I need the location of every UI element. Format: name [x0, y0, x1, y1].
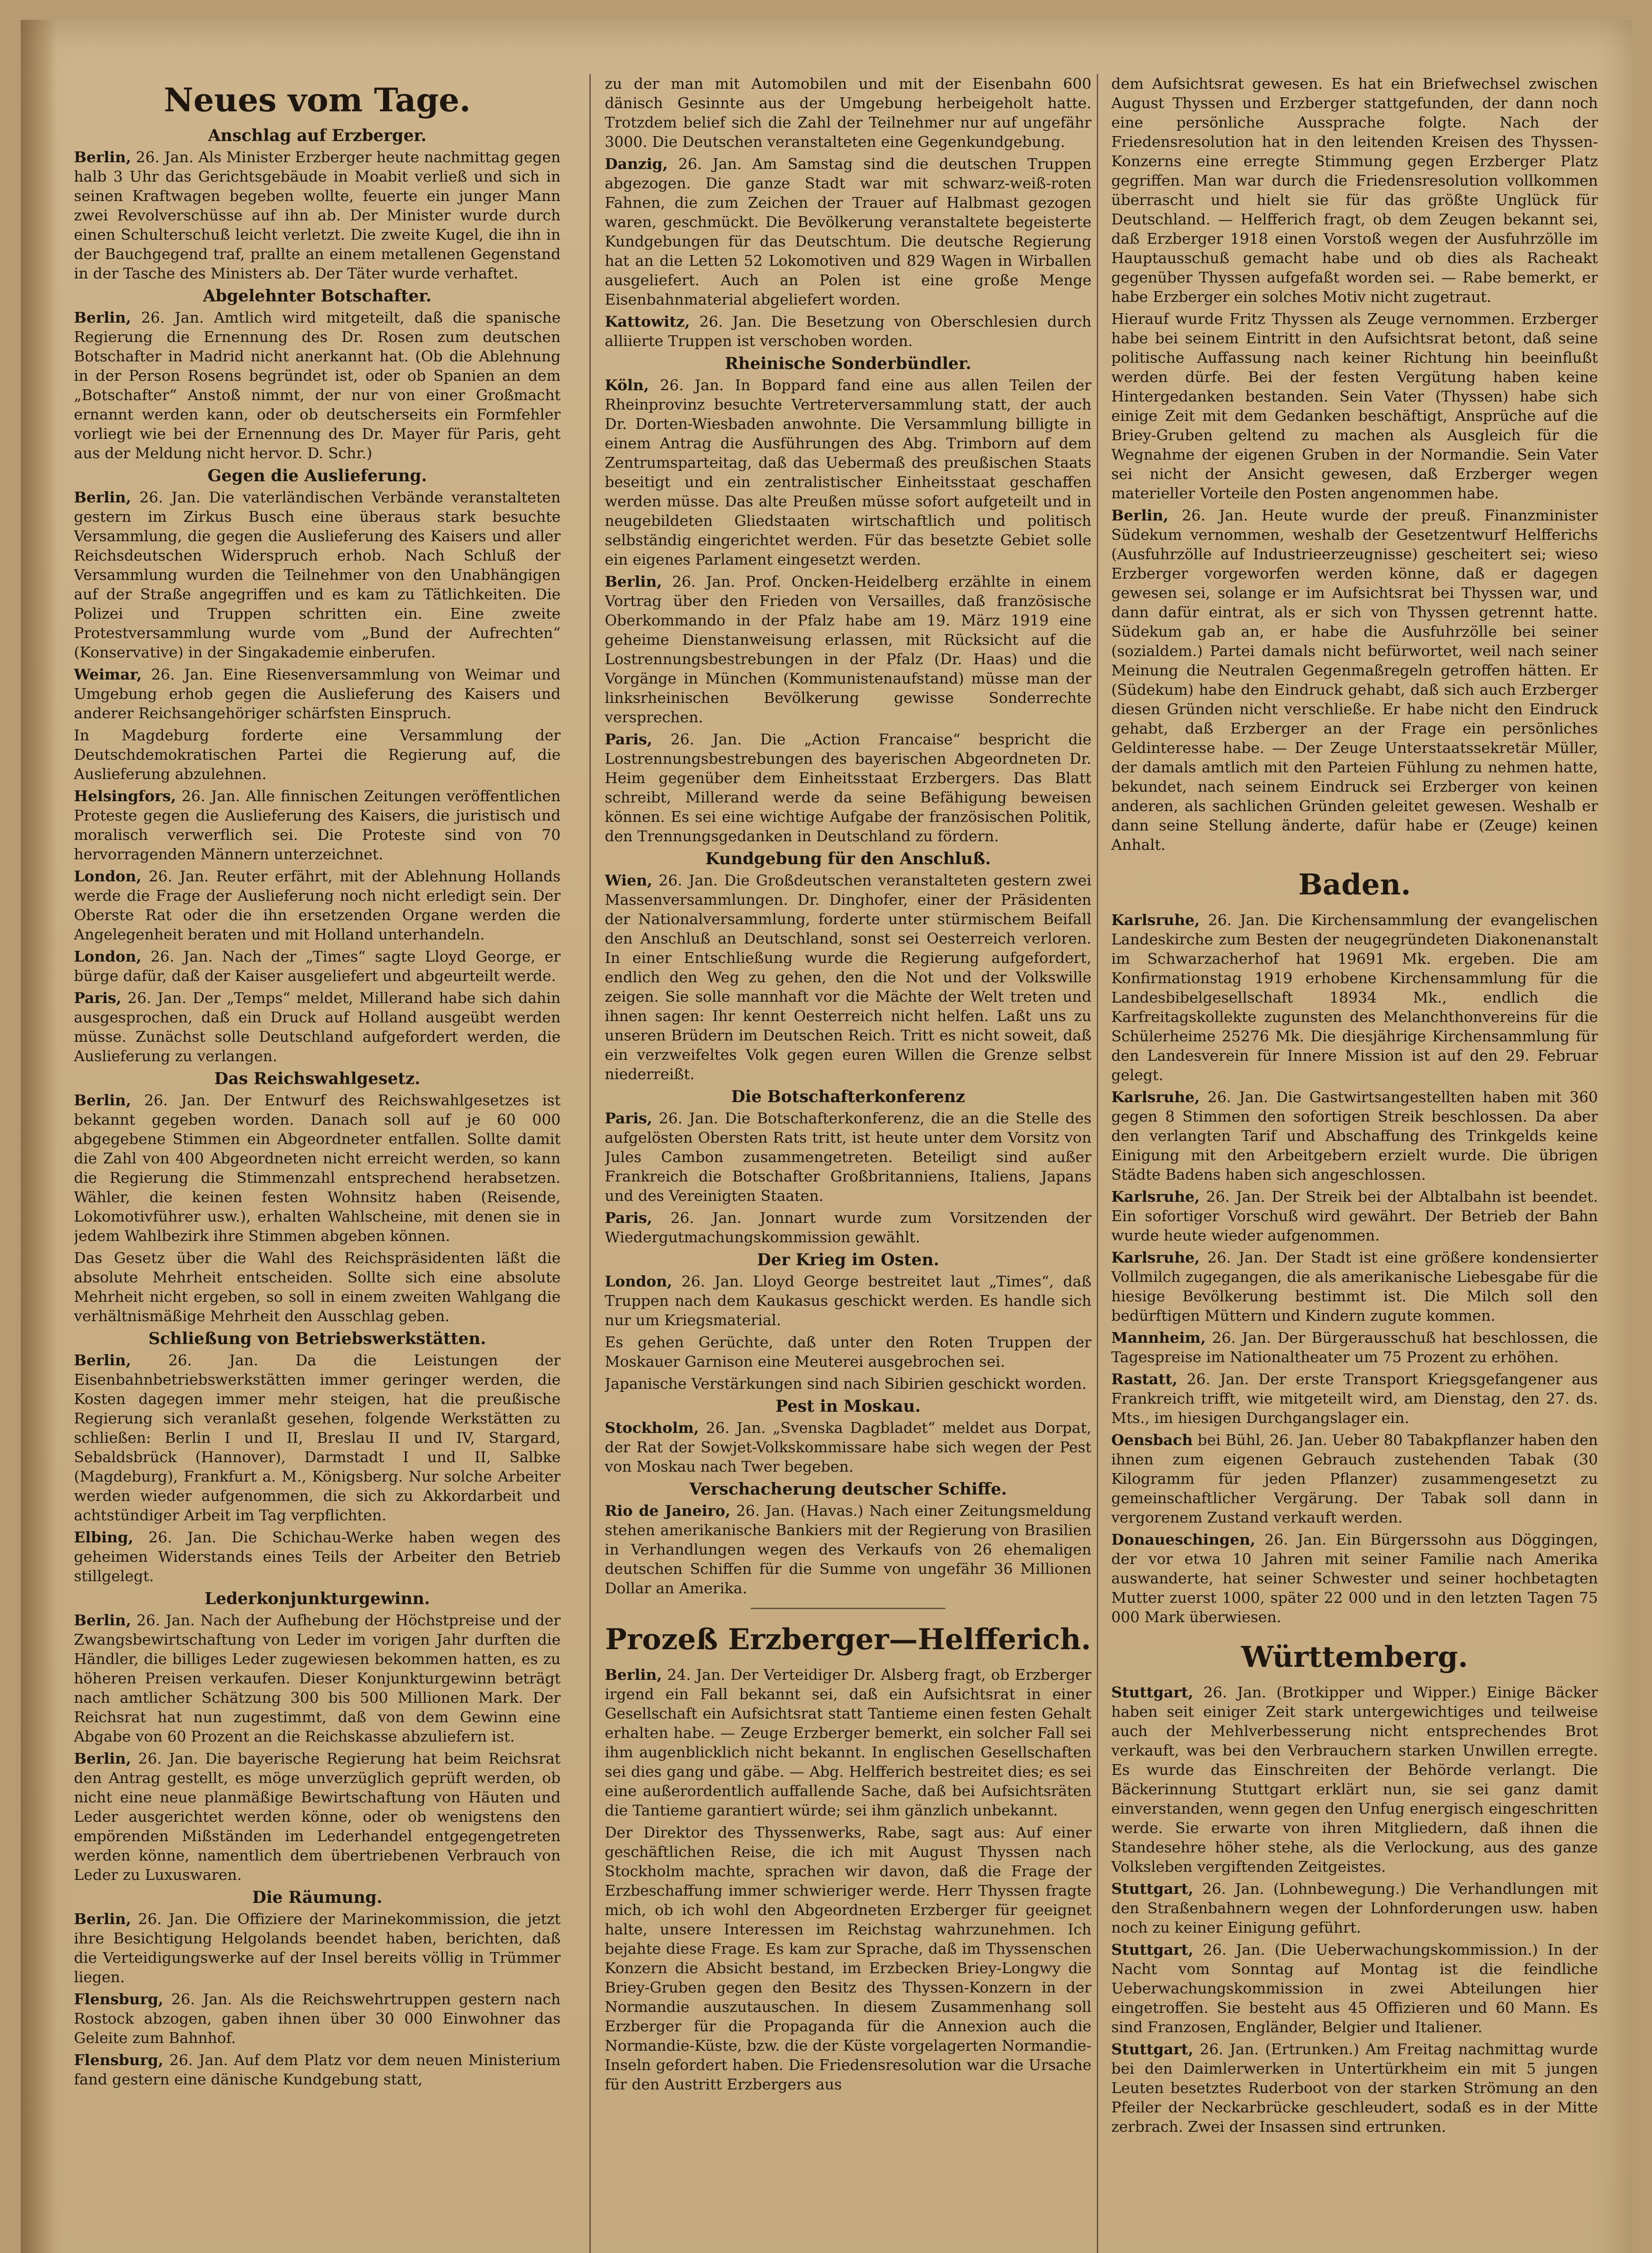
article-paragraph [74, 988, 561, 1066]
article-paragraph [1111, 1879, 1598, 1937]
dateline: Stuttgart, [1111, 1880, 1194, 1897]
article-paragraph [74, 1610, 561, 1746]
article-headline: Rheinische Sonderbündler. [725, 354, 972, 373]
dateline: Oensbach [1111, 1431, 1193, 1449]
article-paragraph [74, 1248, 561, 1326]
article-paragraph [605, 572, 1091, 727]
paragraph-text: 26. Jan. (Ertrunken.) Am Freitag nachmittag wurde bei den Daimlerwerken in Untertürkheim ein mit 5 jungen Leuten besetztes Ruderboot von der starken Strömung an den Pfeiler der Neckarbrücke geschleudert, sodaß es in der Mitte zerbrach. Zwei der Insassen sind ertrunken. [1111, 2040, 1598, 2135]
newspaper-page [21, 20, 1632, 2253]
paragraph-text: bei Bühl, 26. Jan. Ueber 80 Tabakpflanzer haben den ihnen zum eigenen Gebrauch zustehenden Tabak (30 Kilogramm für jeden Pflanzer) zusammengesetzt zu gemeinschaftlicher Vergärung. Der Tabak soll dann in vergorenem Zustand verkauft werden. [1111, 1431, 1598, 1526]
paragraph-text: 26. Jan. Als Minister Erzberger heute nachmittag gegen halb 3 Uhr das Gerichtsgebäude in Moabit verließ und sich in seinen Kraftwagen begeben wollte, feuerte ein junger Mann zwei Revolverschüsse auf ihn ab. Der Minister wurde durch einen Schulterschuß leicht verletzt. Die zweite Kugel, die ihn in der Bauchgegend traf, prallte an einem metallenen Gegenstand in der Tasche des Ministers ab. Der Täter wurde verhaftet. [74, 148, 561, 282]
dateline: Danzig, [605, 155, 668, 173]
paragraph-text: zu der man mit Automobilen und mit der Eisenbahn 600 dänisch Gesinnte aus der Umgebung herbeigeholt hatte. Trotzdem belief sich die Zahl der Teilnehmer nur auf ungefähr 3000. Die Deutschen veranstalteten eine Gegenkundgebung. [605, 75, 1091, 151]
article-paragraph [1111, 1530, 1598, 1627]
article-paragraph [74, 1909, 561, 1987]
paragraph-text: 26. Jan. Alle finnischen Zeitungen veröffentlichen Proteste gegen die Auslieferung des Kaisers, die juristisch und moralisch verwerflich sei. Die Proteste sind von 70 hervorragenden Männern unterzeichnet. [74, 787, 561, 863]
article-paragraph [74, 665, 561, 723]
article-paragraph [1111, 1087, 1598, 1184]
article-paragraph [605, 1665, 1091, 1820]
article-paragraph [1111, 506, 1598, 854]
article-paragraph [605, 1208, 1091, 1247]
paragraph-text: 26. Jan. Amtlich wird mitgeteilt, daß die spanische Regierung die Ernennung des Dr. Rosen zum deutschen Botschafter in Madrid nicht anerkannt hat. (Ob die Ablehnung in der Person Rosens begründet ist, oder ob Spanien an dem „Botschafter“ Anstoß nimmt, der nur von einer Großmacht ernannt werden kann, oder ob deutscherseits ein Formfehler vorliegt wie bei der Ernennung des Dr. Mayer für Paris, geht aus der Meldung nicht hervor. D. Schr.) [74, 309, 561, 462]
article-paragraph [605, 1374, 1091, 1393]
paragraph-text: dem Aufsichtsrat gewesen. Es hat ein Briefwechsel zwischen August Thyssen und Erzberger stattgefunden, der dann noch eine persönliche Aussprache folgte. Nach der Friedensresolution hat in den leitenden Kreisen des Thyssen-Konzerns eine erregte Stimmung gegen Erzberger Platz gegriffen. Man war durch die Friedensresolution vollkommen überrascht und hielt sie für das größte Unglück für Deutschland. — Helfferich fragt, ob dem Zeugen bekannt sei, daß Erzberger 1918 einen Vorstoß wegen der Ausfuhrzölle im Hauptausschuß gemacht habe und ob dies als Racheakt gegenüber Thyssen aufgefaßt worden sei. — Rabe bemerkt, er habe Erzberger ein solches Motiv nicht zugetraut. [1111, 75, 1598, 306]
article-paragraph [1111, 1683, 1598, 1876]
article-paragraph [605, 1418, 1091, 1476]
paragraph-text: 26. Jan. Die Gastwirtsangestellten haben mit 360 gegen 8 Stimmen den sofortigen Streik beschlossen. Da aber den verlangten Tarif und Abschaffung des Trinkgelds keine Einigung mit den Arbeitgebern erzielt wurde. Die übrigen Städte Badens haben sich angeschlossen. [1111, 1088, 1598, 1183]
paragraph-text: 26. Jan. Eine Riesenversammlung von Weimar und Umgebung erhob gegen die Auslieferung des Kaisers und anderer Reichsangehöriger schärfsten Einspruch. [74, 666, 561, 722]
dateline: Rastatt, [1111, 1370, 1177, 1388]
article-headline: Die Botschafterkonferenz [731, 1087, 965, 1106]
paragraph-text: 26. Jan. „Svenska Dagbladet“ meldet aus Dorpat, der Rat der Sowjet-Volkskommissare habe sich wegen der Pest von Moskau nach Twer begeben. [605, 1419, 1091, 1475]
article-paragraph [605, 1823, 1091, 2094]
paragraph-text: Das Gesetz über die Wahl des Reichspräsidenten läßt die absolute Mehrheit entscheiden. Sollte sich eine absolute Mehrheit nicht ergeben, so soll in einem zweiten Wahlgang die verhältnismäßige Mehrheit den Ausschlag geben. [74, 1249, 561, 1325]
article-paragraph [605, 1108, 1091, 1205]
article-headline: Verschacherung deutscher Schiffe. [689, 1480, 1007, 1499]
article-paragraph [605, 154, 1091, 309]
dateline: Berlin, [74, 488, 131, 506]
paragraph-text: 26. Jan. Ein Bürgerssohn aus Döggingen, der vor etwa 10 Jahren mit seiner Familie nach Amerika auswanderte, hat seiner Schwester und seiner hochbetagten Mutter zuerst 1000, später 22 000 und in den letzten Tagen 75 000 Mark überwiesen. [1111, 1531, 1598, 1626]
dateline: Berlin, [1111, 506, 1168, 524]
dateline: Köln, [605, 376, 649, 394]
paragraph-text: 26. Jan. Die Besetzung von Oberschlesien durch alliierte Truppen ist verschoben worden. [605, 313, 1091, 350]
dateline: Karlsruhe, [1111, 911, 1200, 929]
article-paragraph [74, 947, 561, 985]
article-paragraph [74, 1749, 561, 1884]
dateline: Stuttgart, [1111, 1941, 1194, 1958]
article-headline: Abgelehnter Botschafter. [203, 287, 432, 306]
dateline: Weimar, [74, 666, 142, 683]
column-rule [589, 74, 591, 2253]
dateline: Stockholm, [605, 1419, 699, 1437]
paragraph-text: 26. Jan. Der Bürgerausschuß hat beschlossen, die Tagespreise im Nationaltheater um 75 Prozent zu erhöhen. [1111, 1329, 1598, 1366]
article-paragraph [74, 2050, 561, 2089]
article-headline: Schließung von Betriebswerkstätten. [148, 1329, 486, 1348]
paragraph-text: Der Direktor des Thyssenwerks, Rabe, sagt aus: Auf einer geschäftlichen Reise, die ich mit August Thyssen nach Stockholm machte, sprachen wir davon, daß die Frage der Erzbeschaffung immer schwieriger werde. Herr Thyssen fragte mich, ob ich wohl den Abgeordneten Erzberger für geeignet halte, unsere Interessen im Reichstag wahrzunehmen. Ich bejahte diese Frage. Es kam zur Sprache, daß im Thyssenschen Konzern die Absicht bestand, im Erzbecken Briey-Longwy die Briey-Gruben gegen den Besitz des Thyssen-Konzern in der Normandie auszutauschen. In diesem Zusammenhang soll Erzberger für die Propaganda für die Annexion auch die Normandie-Küste, bzw. die der Küste vorgelagerten Normandie-Inseln gefordert haben. Die Friedensresolution war die Ursache für den Austritt Erzbergers aus [605, 1824, 1091, 2093]
article-paragraph [1111, 1248, 1598, 1325]
article-paragraph [1111, 1369, 1598, 1428]
dateline: Berlin, [74, 309, 131, 326]
paragraph-text: 26. Jan. (Die Ueberwachungskommission.) In der Nacht vom Sonntag auf Montag ist die feindliche Ueberwachungskommission in zwei Abteilungen hier eingetroffen. Sie besteht aus 45 Offizieren und 60 Mann. Es sind Franzosen, Engländer, Belgier und Italiener. [1111, 1941, 1598, 2036]
paragraph-text: 26. Jan. (Brotkipper und Wipper.) Einige Bäcker haben seit einiger Zeit stark untergewichtiges und teilweise auch der Mehlverbesserung nicht entsprechendes Brot verkauft, was bei den Verbrauchern starken Unwillen erregte. Es wurde das Einschreiten der Behörde verlangt. Die Bäckerinnung Stuttgart erklärt nun, sie sei ganz damit einverstanden, wenn gegen den Unfug energisch eingeschritten werde. Sie erwarte von ihren Mitgliedern, daß ihnen die Standesehre höher stehe, als die Verlockung, aus des ganze Volksleben vergiftenden Zeitgeistes. [1111, 1683, 1598, 1875]
paragraph-text: In Magdeburg forderte eine Versammlung der Deutschdemokratischen Partei die Regierung auf, die Auslieferung abzulehnen. [74, 726, 561, 783]
dateline: Kattowitz, [605, 313, 690, 330]
dateline: Rio de Janeiro, [605, 1502, 730, 1519]
column-1 [74, 74, 561, 2253]
paragraph-text: 26. Jan. Lloyd George bestreitet laut „Times“, daß Truppen nach dem Kaukasus geschickt werden. Es handle sich nur um Kriegsmaterial. [605, 1272, 1091, 1329]
paragraph-text: 26. Jan. Der Streik bei der Albtalbahn ist beendet. Ein sofortiger Vorschuß wird gewährt. Der Betrieb der Bahn wurde heute wieder aufgenommen. [1111, 1188, 1598, 1244]
article-paragraph [605, 375, 1091, 569]
article-paragraph [74, 786, 561, 864]
article-paragraph [74, 308, 561, 463]
article-headline: Kundgebung für den Anschluß. [705, 849, 991, 868]
column-2 [605, 74, 1091, 2253]
dateline: Berlin, [74, 148, 131, 166]
dateline: Berlin, [74, 1611, 131, 1629]
paragraph-text: 26. Jan. (Havas.) Nach einer Zeitungsmeldung stehen amerikanische Bankiers mit der Regierung von Brasilien in Verhandlungen wegen des Verkaufs von 26 ehemaligen deutschen Schiffen für die Summe von ungefähr 36 Millionen Dollar an Amerika. [605, 1502, 1091, 1597]
paragraph-text: 26. Jan. Prof. Oncken-Heidelberg erzählte in einem Vortrag über den Frieden von Versailles, daß französische Oberkommando in der Pfalz habe am 19. März 1919 eine geheime Dienstanweisung erlassen, mit Rücksicht auf die Lostrennungsbestrebungen in der Pfalz (Dr. Haas) und die Vorgänge in München (Kommunistenaufstand) müsse man der linksrheinischen Bevölkerung gewisse Sonderrechte versprechen. [605, 573, 1091, 726]
dateline: Berlin, [74, 1091, 131, 1109]
dateline: Stuttgart, [1111, 2040, 1194, 2058]
dateline: Berlin, [605, 1666, 662, 1683]
dateline: Karlsruhe, [1111, 1088, 1200, 1106]
article-paragraph [74, 147, 561, 283]
dateline: London, [74, 867, 141, 885]
article-paragraph [605, 1272, 1091, 1330]
article-paragraph [74, 1090, 561, 1245]
dateline: Berlin, [74, 1910, 131, 1928]
paragraph-text: 26. Jan. Nach der „Times“ sagte Lloyd George, er bürge dafür, daß der Kaiser ausgeliefert und abgeurteilt werde. [74, 948, 561, 985]
article-paragraph [605, 871, 1091, 1084]
article-paragraph [1111, 1430, 1598, 1527]
masthead: Neues vom Tage. [164, 81, 471, 119]
article-headline: Die Räumung. [252, 1888, 383, 1907]
article-paragraph [74, 725, 561, 784]
article-paragraph [1111, 1328, 1598, 1367]
article-paragraph [74, 867, 561, 944]
dateline: Mannheim, [1111, 1329, 1206, 1346]
column-3 [1111, 74, 1598, 2253]
article-headline: Der Krieg im Osten. [757, 1250, 940, 1269]
section-heading: Prozeß Erzberger—Helfferich. [605, 1623, 1091, 1656]
article-paragraph [1111, 1187, 1598, 1245]
article-paragraph [74, 1528, 561, 1586]
dateline: Paris, [605, 1109, 653, 1127]
dateline: Paris, [605, 1209, 653, 1227]
paragraph-text: 26. Jan. Nach der Aufhebung der Höchstpreise und der Zwangsbewirtschaftung von Leder im vorigen Jahr durften die Händler, die billiges Leder zugewiesen bekommen hatten, es zu höheren Preisen verkaufen. Dieser Konjunkturgewinn beträgt nach amtlicher Schätzung 300 bis 500 Millionen Mark. Der Reichsrat hat nun zugestimmt, daß von dem Gewinn eine Abgabe von 60 Prozent an die Reichskasse abzuliefern ist. [74, 1611, 561, 1745]
article-headline: Pest in Moskau. [776, 1397, 921, 1416]
paragraph-text: 26. Jan. Die bayerische Regierung hat beim Reichsrat den Antrag gestellt, es möge unverzüglich geprüft werden, ob nicht eine neue planmäßige Bewirtschaftung von Häuten und Leder ausgerichtet werden könne, oder ob wenigstens den empörenden Mißständen im Lederhandel entgegengetreten werden könne, namentlich dem übertriebenen Verbrauch von Leder zu Luxuswaren. [74, 1750, 561, 1884]
section-heading: Württemberg. [1241, 1640, 1468, 1674]
paragraph-text: 26. Jan. Heute wurde der preuß. Finanzminister Südekum vernommen, weshalb der Gesetzentwurf Helfferichs (Ausfuhrzölle auf Industrieerzeugnisse) gescheitert sei; wieso Erzberger vorgeworfen werden könne, daß er dagegen gewesen sei, solange er im Aufsichtsrat bei Thyssen war, und dann dafür eintrat, als er sich von Thyssen getrennt hatte. Südekum gab an, er habe die Ausfuhrzölle bei seiner (sozialdem.) Partei damals nicht befürwortet, weil nach seiner Meinung die Neutralen Gegenmaßregeln getroffen hätten. Er (Südekum) habe den Eindruck gehabt, daß sich auch Erzberger diesen Gründen nicht verschließe. Er habe nicht den Eindruck gehabt, daß Erzberger an der Frage ein persönliches Geldinteresse habe. — Der Zeuge Unterstaatssekretär Müller, der damals amtlich mit den Parteien Fühlung zu nehmen hatte, bekundet, nach seinem Eindruck sei Erzberger von keinen anderen, als sachlichen Gründen geleitet gewesen. Weshalb er dann seine Stellung änderte, dafür habe er (Zeuge) keinen Anhalt. [1111, 506, 1598, 853]
section-heading: Baden. [1298, 868, 1411, 902]
paragraph-text: Hierauf wurde Fritz Thyssen als Zeuge vernommen. Erzberger habe bei seinem Eintritt in den Aufsichtsrat betont, daß seine politische Auffassung nach keiner Richtung hin beeinflußt werden dürfe. Bei der festen Vergütung haben keine Hintergedanken bestanden. Sein Vater (Thyssen) habe sich einige Zeit mit dem Gedanken beschäftigt, Ansprüche auf die Briey-Gruben geltend zu machen als Ausgleich für die Wegnahme der eigenen Gruben in der Normandie. Sein Vater sei nicht der Ansicht gewesen, daß Erzberger wegen materieller Vorteile den Posten angenommen habe. [1111, 310, 1598, 502]
dateline: Elbing, [74, 1528, 133, 1546]
article-paragraph [1111, 2039, 1598, 2136]
paragraph-text: 26. Jan. Jonnart wurde zum Vorsitzenden der Wiedergutmachungskommission gewählt. [605, 1209, 1091, 1246]
dateline: Karlsruhe, [1111, 1188, 1200, 1205]
dateline: London, [74, 948, 141, 965]
article-paragraph [605, 1332, 1091, 1371]
article-headline: Anschlag auf Erzberger. [208, 126, 427, 145]
paragraph-text: 26. Jan. Der Entwurf des Reichswahlgesetzes ist bekannt gegeben worden. Danach soll auf je 60 000 abgegebene Stimmen ein Abgeordneter entfallen. Sollte damit die Zahl von 400 Abgeordneten nicht erreicht werden, so kann die Regierung die Stimmenzahl entsprechend herabsetzen. Wähler, die keinen festen Wohnsitz haben (Reisende, Lokomotivführer usw.), erhalten Wahlscheine, mit denen sie in jedem Wahlbezirk ihre Stimmen abgeben können. [74, 1091, 561, 1245]
dateline: Helsingfors, [74, 787, 176, 805]
article-paragraph [605, 1501, 1091, 1598]
paragraph-text: 26. Jan. Der „Temps“ meldet, Millerand habe sich dahin ausgesprochen, daß ein Druck auf Holland ausgeübt werden müsse. Zunächst solle Deutschland aufgefordert werden, die Auslieferung zu verlangen. [74, 989, 561, 1065]
article-paragraph [1111, 74, 1598, 306]
paragraph-text: 26. Jan. Die „Action Francaise“ bespricht die Lostrennungsbestrebungen des bayerischen Abgeordneten Dr. Heim gegenüber dem Einheitsstaat Erzbergers. Das Blatt schreibt, Millerand werde da seine Befähigung beweisen können. Es sei eine wichtige Aufgabe der französischen Politik, den Trennungsgedanken in Deutschland zu fördern. [605, 730, 1091, 845]
dateline: Karlsruhe, [1111, 1249, 1200, 1266]
article-paragraph [605, 74, 1091, 151]
article-paragraph [74, 488, 561, 662]
article-headline: Lederkonjunkturgewinn. [204, 1589, 430, 1608]
dateline: Flensburg, [74, 2051, 164, 2069]
paragraph-text: 26. Jan. Die vaterländischen Verbände veranstalteten gestern im Zirkus Busch eine überaus stark besuchte Versammlung, die gegen die Auslieferung des Kaisers und aller Reichsdeutschen Widerspruch erhob. Nach Schluß der Versammlung wurden die Teilnehmer von den Unabhängigen auf der Straße angegriffen und es kam zu Tätlichkeiten. Die Polizei und Truppen schritten ein. Eine zweite Protestversammlung wurde vom „Bund der Aufrechten“ (Konservative) in der Singakademie einberufen. [74, 488, 561, 661]
dateline: London, [605, 1272, 672, 1290]
dateline: Stuttgart, [1111, 1683, 1194, 1701]
paragraph-text: 26. Jan. Am Samstag sind die deutschen Truppen abgezogen. Die ganze Stadt war mit schwarz-weiß-roten Fahnen, die zum Zeichen der Trauer auf Halbmast gezogen waren, geschmückt. Die Bevölkerung veranstaltete begeisterte Kundgebungen für das Deutschtum. Die deutsche Regierung hat an die Letten 52 Lokomotiven und 829 Wagen in Wirballen ausgeliefert. Auch an Polen ist eine große Menge Eisenbahnmaterial abgeliefert worden. [605, 155, 1091, 308]
paragraph-text: Es gehen Gerüchte, daß unter den Roten Truppen der Moskauer Garnison eine Meuterei ausgebrochen sei. [605, 1333, 1091, 1370]
paragraph-text: 26. Jan. Als die Reichswehrtruppen gestern nach Rostock abzogen, gaben ihnen über 30 000 Einwohner das Geleite zum Bahnhof. [74, 1990, 561, 2047]
article-paragraph [605, 730, 1091, 846]
article-paragraph [74, 1350, 561, 1525]
article-headline: Gegen die Auslieferung. [207, 466, 427, 485]
article-headline: Das Reichswahlgesetz. [214, 1069, 420, 1088]
paragraph-text: 26. Jan. Die Botschafterkonferenz, die an die Stelle des aufgelösten Obersten Rats tritt, ist heute unter dem Vorsitz von Jules Cambon zusammengetreten. Beteiligt sind außer Frankreich die Botschafter Großbritanniens, Italiens, Japans und des Vereinigten Staaten. [605, 1109, 1091, 1204]
paragraph-text: 26. Jan. Da die Leistungen der Eisenbahnbetriebswerkstätten immer geringer werden, die Kosten dagegen immer mehr steigen, hat die preußische Regierung sich veranlaßt gesehen, folgende Werkstätten zu schließen: Berlin I und II, Breslau II und IV, Stargard, Sebaldsbrück (Hannover), Darmstadt I und II, Salbke (Magdeburg), Frankfurt a. M., Königsberg. Nur solche Arbeiter werden wieder aufgenommen, die sich zu Akkordarbeit und achtstündiger Arbeit im Tag verpflichten. [74, 1351, 561, 1524]
paragraph-text: Japanische Verstärkungen sind nach Sibirien geschickt worden. [605, 1375, 1087, 1392]
paragraph-text: 26. Jan. Die Offiziere der Marinekommission, die jetzt ihre Besichtigung Helgolands beendet haben, berichten, daß die Verteidigungswerke auf der Insel bereits völlig in Trümmer liegen. [74, 1910, 561, 1986]
paragraph-text: 26. Jan. Reuter erfährt, mit der Ablehnung Hollands werde die Frage der Auslieferung noch nicht erledigt sein. Der Oberste Rat oder die ihn ersetzenden Organe werden die Angelegenheit beraten und mit Holland unterhandeln. [74, 867, 561, 943]
dateline: Berlin, [74, 1351, 131, 1369]
dateline: Berlin, [74, 1750, 131, 1767]
paragraph-text: 26. Jan. Der Stadt ist eine größere kondensierter Vollmilch zugegangen, die als amerikanische Liebesgabe für die hiesige Bevölkerung bestimmt ist. Die Milch soll den bedürftigen Müttern und Kindern zugute kommen. [1111, 1249, 1598, 1324]
paragraph-text: 26. Jan. In Boppard fand eine aus allen Teilen der Rheinprovinz besuchte Vertreterversammlung statt, der auch Dr. Dorten-Wiesbaden anwohnte. Die Versammlung billigte in einem Antrag die Ausführungen des Abg. Trimborn auf dem Zentrumsparteitag, daß das Uebermaß des preußischen Staats beseitigt und ein zentralistischer Einheitsstaat geschaffen werden müsse. Das alte Preußen müsse sofort aufgeteilt und in neugebildeten Gliedstaaten wirtschaftlich und politisch selbständig eingerichtet werden. Für das besetzte Gebiet solle ein eigenes Parlament eingesetzt werden. [605, 376, 1091, 568]
dateline: Paris, [74, 989, 122, 1007]
paragraph-text: 26. Jan. (Lohnbewegung.) Die Verhandlungen mit den Straßenbahnern wegen der Lohnforderungen usw. haben noch zu keiner Einigung geführt. [1111, 1880, 1598, 1936]
dateline: Berlin, [605, 573, 662, 590]
dateline: Donaueschingen, [1111, 1531, 1255, 1548]
column-rule [1097, 74, 1098, 2253]
paragraph-text: 26. Jan. Die Großdeutschen veranstalteten gestern zwei Massenversammlungen. Dr. Dinghofer, einer der Präsidenten der Nationalversammlung, forderte unter stürmischem Beifall den Anschluß an Deutschland, sonst sei Oesterreich verloren. In einer Entschließung wurde die Regierung aufgefordert, endlich den Weg zu gehen, den die Not und der Volkswille zeigen. Sie solle mannhaft vor die Mächte der Welt treten und ihnen sagen: Ihr kennt Oesterreich nicht helfen. Laßt uns zu unseren Brüdern im Deutschen Reich. Tritt es nicht soweit, daß ein verzweifeltes Volk gegen euren Willen die Grenze selbst niederreißt. [605, 871, 1091, 1083]
paragraph-text: 26. Jan. Die Kirchensammlung der evangelischen Landeskirche zum Besten der neugegründeten Diakonenanstalt im Schwarzacherhof hat 19691 Mk. ergeben. Die am Konfirmationstag 1919 erhobene Kirchensammlung für die Landesbibelgesellschaft 18934 Mk., endlich die Karfreitagskollekte zugunsten des Melanchthonvereins für die Schülerheime 25276 Mk. Die diesjährige Kirchensammlung für den Landesverein für Innere Mission ist auf den 29. Februar gelegt. [1111, 911, 1598, 1084]
dateline: Wien, [605, 871, 653, 889]
paragraph-text: 24. Jan. Der Verteidiger Dr. Alsberg fragt, ob Erzberger irgend ein Fall bekannt sei, daß ein Aufsichtsrat in einer Gesellschaft ein Aufsichtsrat statt Tantieme einen festen Gehalt erhalten habe. — Zeuge Erzberger bemerkt, ein solcher Fall sei ihm augenblicklich nicht bekannt. In englischen Gesellschaften sei dies gang und gäbe. — Abg. Helfferich bestreitet dies; es sei eine außerordentlich auffallende Sache, daß bei Aufsichtsräten die Tantieme garantiert würde; sei ihm gänzlich unbekannt. [605, 1666, 1091, 1819]
article-paragraph [1111, 309, 1598, 503]
dateline: Flensburg, [74, 1990, 164, 2008]
article-paragraph [74, 1989, 561, 2048]
paragraph-text: 26. Jan. Der erste Transport Kriegsgefangener aus Frankreich trifft, wie mitgeteilt wird, am Dienstag, den 27. ds. Mts., im hiesigen Durchgangslager ein. [1111, 1370, 1598, 1427]
paragraph-text: 26. Jan. Die Schichau-Werke haben wegen des geheimen Widerstands eines Teils der Arbeiter den Betrieb stillgelegt. [74, 1528, 561, 1585]
section-divider [751, 1608, 945, 1609]
article-paragraph [605, 312, 1091, 351]
binding-shadow [21, 20, 57, 2253]
article-paragraph [1111, 910, 1598, 1085]
dateline: Paris, [605, 730, 653, 748]
paragraph-text: 26. Jan. Auf dem Platz vor dem neuen Ministerium fand gestern eine dänische Kundgebung statt, [74, 2051, 561, 2088]
article-paragraph [1111, 1940, 1598, 2037]
